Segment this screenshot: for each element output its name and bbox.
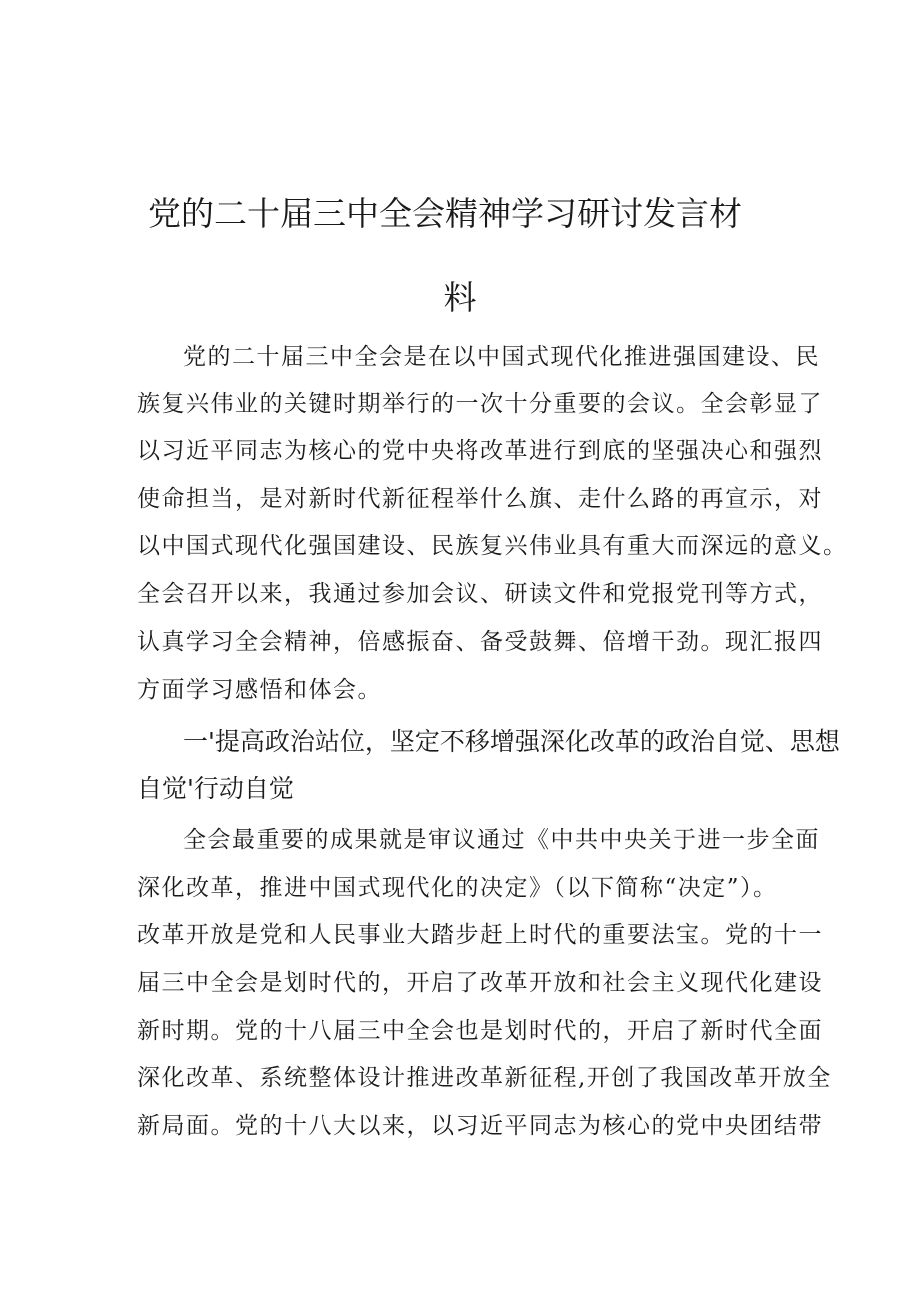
paragraph-line: 以中国式现代化强国建设、民族复兴伟业具有重大而深远的意义。 — [137, 533, 848, 559]
paragraph-line: 以习近平同志为核心的党中央将改革进行到底的坚强决心和强烈 — [137, 438, 823, 464]
paragraph-line: 全会召开以来，我通过参加会议、研读文件和党报党刊等方式， — [137, 581, 823, 607]
section-heading: 一'提高政治站位，坚定不移增强深化改革的政治自觉、思想 — [183, 727, 840, 756]
paragraph-line: 全会最重要的成果就是审议通过《中共中央关于进一步全面 — [183, 827, 820, 853]
paragraph-line: 族复兴伟业的关键时期举行的一次十分重要的会议。全会彰显了 — [137, 391, 823, 417]
section-heading: 自觉'行动自觉 — [137, 774, 294, 803]
paragraph-line: 改革开放是党和人民事业大踏步赶上时代的重要法宝。党的十一 — [137, 922, 823, 948]
paragraph-line: 认真学习全会精神，倍感振奋、备受鼓舞、倍增干劲。现汇报四 — [137, 629, 823, 655]
paragraph-line: 使命担当，是对新时代新征程举什么旗、走什么路的再宣示，对 — [137, 486, 823, 512]
paragraph-line: 新时期。党的十八届三中全会也是划时代的，开启了新时代全面 — [137, 1018, 823, 1044]
document-title: 党的二十届三中全会精神学习研讨发言材 — [148, 194, 742, 233]
paragraph-line: 深化改革，推进中国式现代化的决定》（以下简称“决定”）。 — [137, 875, 778, 901]
paragraph-line: 届三中全会是划时代的，开启了改革开放和社会主义现代化建设 — [137, 970, 823, 996]
paragraph-line: 方面学习感悟和体会。 — [137, 677, 382, 703]
paragraph-line: 深化改革、系统整体设计推进改革新征程,开创了我国改革开放全 — [137, 1065, 832, 1091]
paragraph-line: 新局面。党的十八大以来，以习近平同志为核心的党中央团结带 — [137, 1113, 823, 1139]
document-title-continued: 料 — [443, 278, 477, 317]
paragraph-line: 党的二十届三中全会是在以中国式现代化推进强国建设、民 — [183, 344, 820, 370]
